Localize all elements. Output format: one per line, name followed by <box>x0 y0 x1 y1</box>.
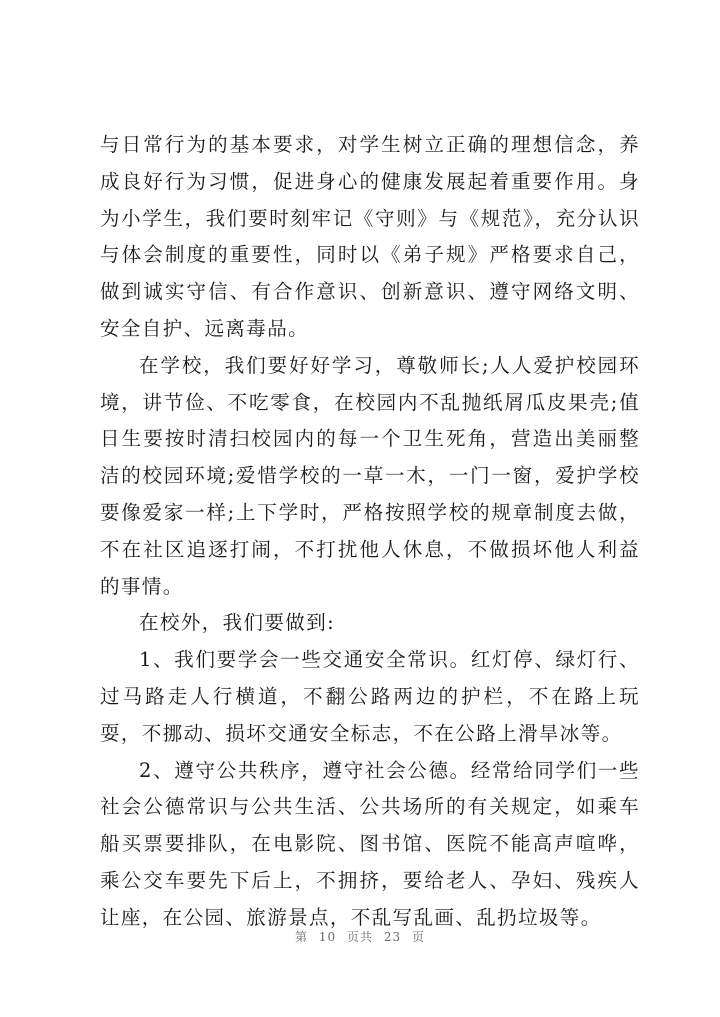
footer-total-pages: 23 <box>383 930 402 944</box>
document-body <box>100 127 640 937</box>
paragraph-continuation: 与日常行为的基本要求，对学生树立正确的理想信念，养成良好行为习惯，促进身心的健康发展起着重要作用。身为小学生，我们要时刻牢记《守则》与《规范》，充分认识与体会制度的重要性，同时以《弟子规》严格要求自己，做到诚实守信、有合作意识、创新意识、遵守网络文明、安全自护、远离毒品。 <box>100 133 640 340</box>
footer-current-page: 10 <box>318 930 337 944</box>
footer-label-end: 页 <box>411 930 425 944</box>
footer-label-of: 页共 <box>346 930 373 944</box>
paragraph-public-order: 2、遵守公共秩序，遵守社会公德。经常给同学们一些社会公德常识与公共生活、公共场所的有关规定，如乘车船买票要排队，在电影院、图书馆、医院不能高声喧哗，乘公交车要先下后上，不拥挤，要给老人、孕妇、残疾人让座，在公园、旅游景点，不乱写乱画、乱扔垃圾等。 <box>100 758 640 929</box>
footer-label-page: 第 <box>295 930 309 944</box>
paragraph-at-school: 在学校，我们要好好学习，尊敬师长;人人爱护校园环境，讲节俭、不吃零食，在校园内不乱抛纸屑瓜皮果壳;值日生要按时清扫校园内的每一个卫生死角，营造出美丽整洁的校园环境;爱惜学校的一草一木，一门一窗，爱护学校要像爱家一样;上下学时，严格按照学校的规章制度去做，不在社区追逐打闹，不打扰他人休息，不做损坏他人利益的事情。 <box>100 353 640 598</box>
paragraph-traffic-safety: 1、我们要学会一些交通安全常识。红灯停、绿灯行、过马路走人行横道，不翻公路两边的护栏，不在路上玩耍，不挪动、损坏交通安全标志，不在公路上滑旱冰等。 <box>100 648 640 745</box>
page-footer <box>0 928 720 945</box>
paragraph-outside-school: 在校外，我们要做到: <box>139 611 336 635</box>
